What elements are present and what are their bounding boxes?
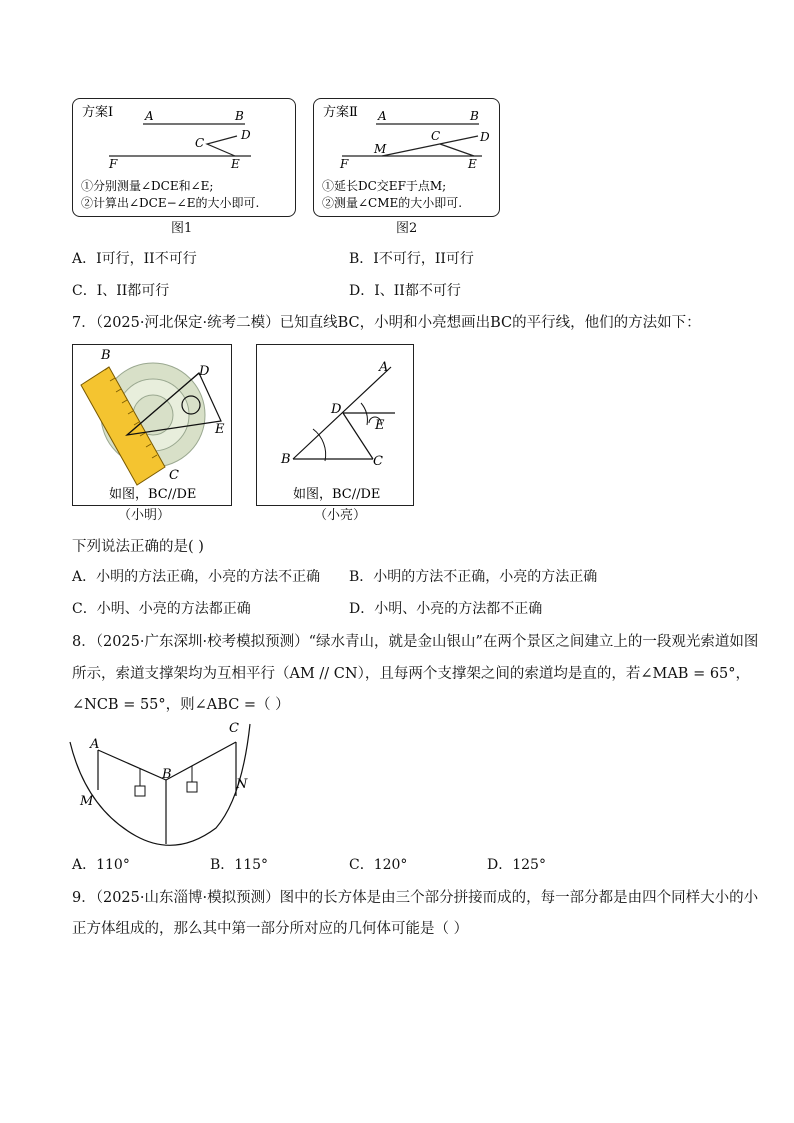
cableway-diagram xyxy=(66,718,256,848)
fig2-caption: 图2 xyxy=(396,221,418,236)
q7-option-A[interactable]: A．小明的方法正确，小亮的方法不正确 xyxy=(72,569,321,585)
fig1-label-D: D xyxy=(241,128,251,142)
q6-option-A[interactable]: A．I可行，II不可行 xyxy=(72,251,197,267)
q6-option-D[interactable]: D．I、II都不可行 xyxy=(349,283,461,299)
figure-2-diagram xyxy=(314,99,499,216)
q8-label-N: N xyxy=(236,777,248,792)
q6-option-B[interactable]: B．I不可行，II可行 xyxy=(349,251,474,267)
fig2-label-M: M xyxy=(374,142,387,156)
fig1-label-A: A xyxy=(145,109,154,123)
xm-label-E: E xyxy=(215,422,225,437)
xl-note: 如图，BC//DE xyxy=(293,487,381,502)
xl-label-E: E xyxy=(375,418,385,433)
fig2-label-D: D xyxy=(480,130,490,144)
q8-option-A[interactable]: A．110° xyxy=(72,857,130,873)
fig2-step2: ②测量∠CME的大小即可. xyxy=(322,196,463,210)
fig2-label-E: E xyxy=(468,157,477,171)
xiaoming-caption: （小明） xyxy=(118,508,171,523)
xiaoming-diagram xyxy=(73,345,231,505)
q8-label-A: A xyxy=(90,737,100,752)
q7-option-C[interactable]: C．小明、小亮的方法都正确 xyxy=(72,601,251,617)
q7-option-B[interactable]: B．小明的方法不正确，小亮的方法正确 xyxy=(349,569,598,585)
xiaoliang-diagram xyxy=(257,345,413,505)
q8-line2: 所示，索道支撑架均为互相平行（AM // CN），且每两个支撑架之间的索道均是直的，若∠MAB = 65°， xyxy=(72,666,751,682)
q8-label-C: C xyxy=(229,721,239,736)
xl-label-C: C xyxy=(373,454,383,469)
q6-option-C[interactable]: C．I、II都可行 xyxy=(72,283,170,299)
q7-question: 下列说法正确的是( ) xyxy=(72,539,204,555)
fig2-label-A: A xyxy=(378,109,387,123)
fig1-label-C: C xyxy=(195,136,205,150)
q8-option-B[interactable]: B．115° xyxy=(210,857,269,873)
q9-line2: 正方体组成的，那么其中第一部分所对应的几何体可能是（ ） xyxy=(72,921,469,937)
q8-label-M: M xyxy=(80,794,94,809)
q9-line1: 9．（2025·山东淄博·模拟预测）图中的长方体是由三个部分拼接而成的，每一部分都是由四个同样大小的小 xyxy=(72,890,759,906)
xm-label-B: B xyxy=(101,348,111,363)
q8-option-D[interactable]: D．125° xyxy=(487,857,546,873)
q8-label-B: B xyxy=(162,767,172,782)
fig1-step1: ①分别测量∠DCE和∠E; xyxy=(81,179,214,193)
fig1-caption: 图1 xyxy=(171,221,193,236)
fig1-label-E: E xyxy=(231,157,240,171)
xm-note: 如图，BC//DE xyxy=(109,487,197,502)
fig1-title: 方案Ⅰ xyxy=(82,105,114,120)
fig2-title: 方案Ⅱ xyxy=(323,105,358,120)
q8-line3: ∠NCB = 55°，则∠ABC =（ ） xyxy=(72,697,290,713)
xl-label-B: B xyxy=(281,452,291,467)
fig2-label-B: B xyxy=(470,109,479,123)
fig1-label-B: B xyxy=(235,109,244,123)
xl-label-D: D xyxy=(331,402,342,417)
fig2-step1: ①延长DC交EF于点M; xyxy=(322,179,447,193)
q8-figure xyxy=(66,718,256,848)
figure-2-box xyxy=(313,98,500,217)
q7-figure-xiaoliang xyxy=(256,344,414,506)
fig2-label-F: F xyxy=(340,157,349,171)
figure-1-box xyxy=(72,98,296,217)
q7-option-D[interactable]: D．小明、小亮的方法都不正确 xyxy=(349,601,543,617)
fig1-label-F: F xyxy=(109,157,118,171)
fig2-label-C: C xyxy=(431,129,441,143)
q8-option-C[interactable]: C．120° xyxy=(349,857,408,873)
xm-label-D: D xyxy=(199,364,210,379)
q8-line1: 8．（2025·广东深圳·校考模拟预测）“绿水青山，就是金山银山”在两个景区之间建立上的一段观光索道如图 xyxy=(72,634,759,650)
fig1-step2: ②计算出∠DCE−∠E的大小即可. xyxy=(81,196,260,210)
xm-label-C: C xyxy=(169,468,179,483)
q7-figure-xiaoming xyxy=(72,344,232,506)
q7-stem: 7．（2025·河北保定·统考二模）已知直线BC，小明和小亮想画出BC的平行线，他们的方法如下： xyxy=(72,315,701,331)
xiaoliang-caption: （小亮） xyxy=(314,508,367,523)
xl-label-A: A xyxy=(379,360,389,375)
figure-1-diagram xyxy=(73,99,295,216)
